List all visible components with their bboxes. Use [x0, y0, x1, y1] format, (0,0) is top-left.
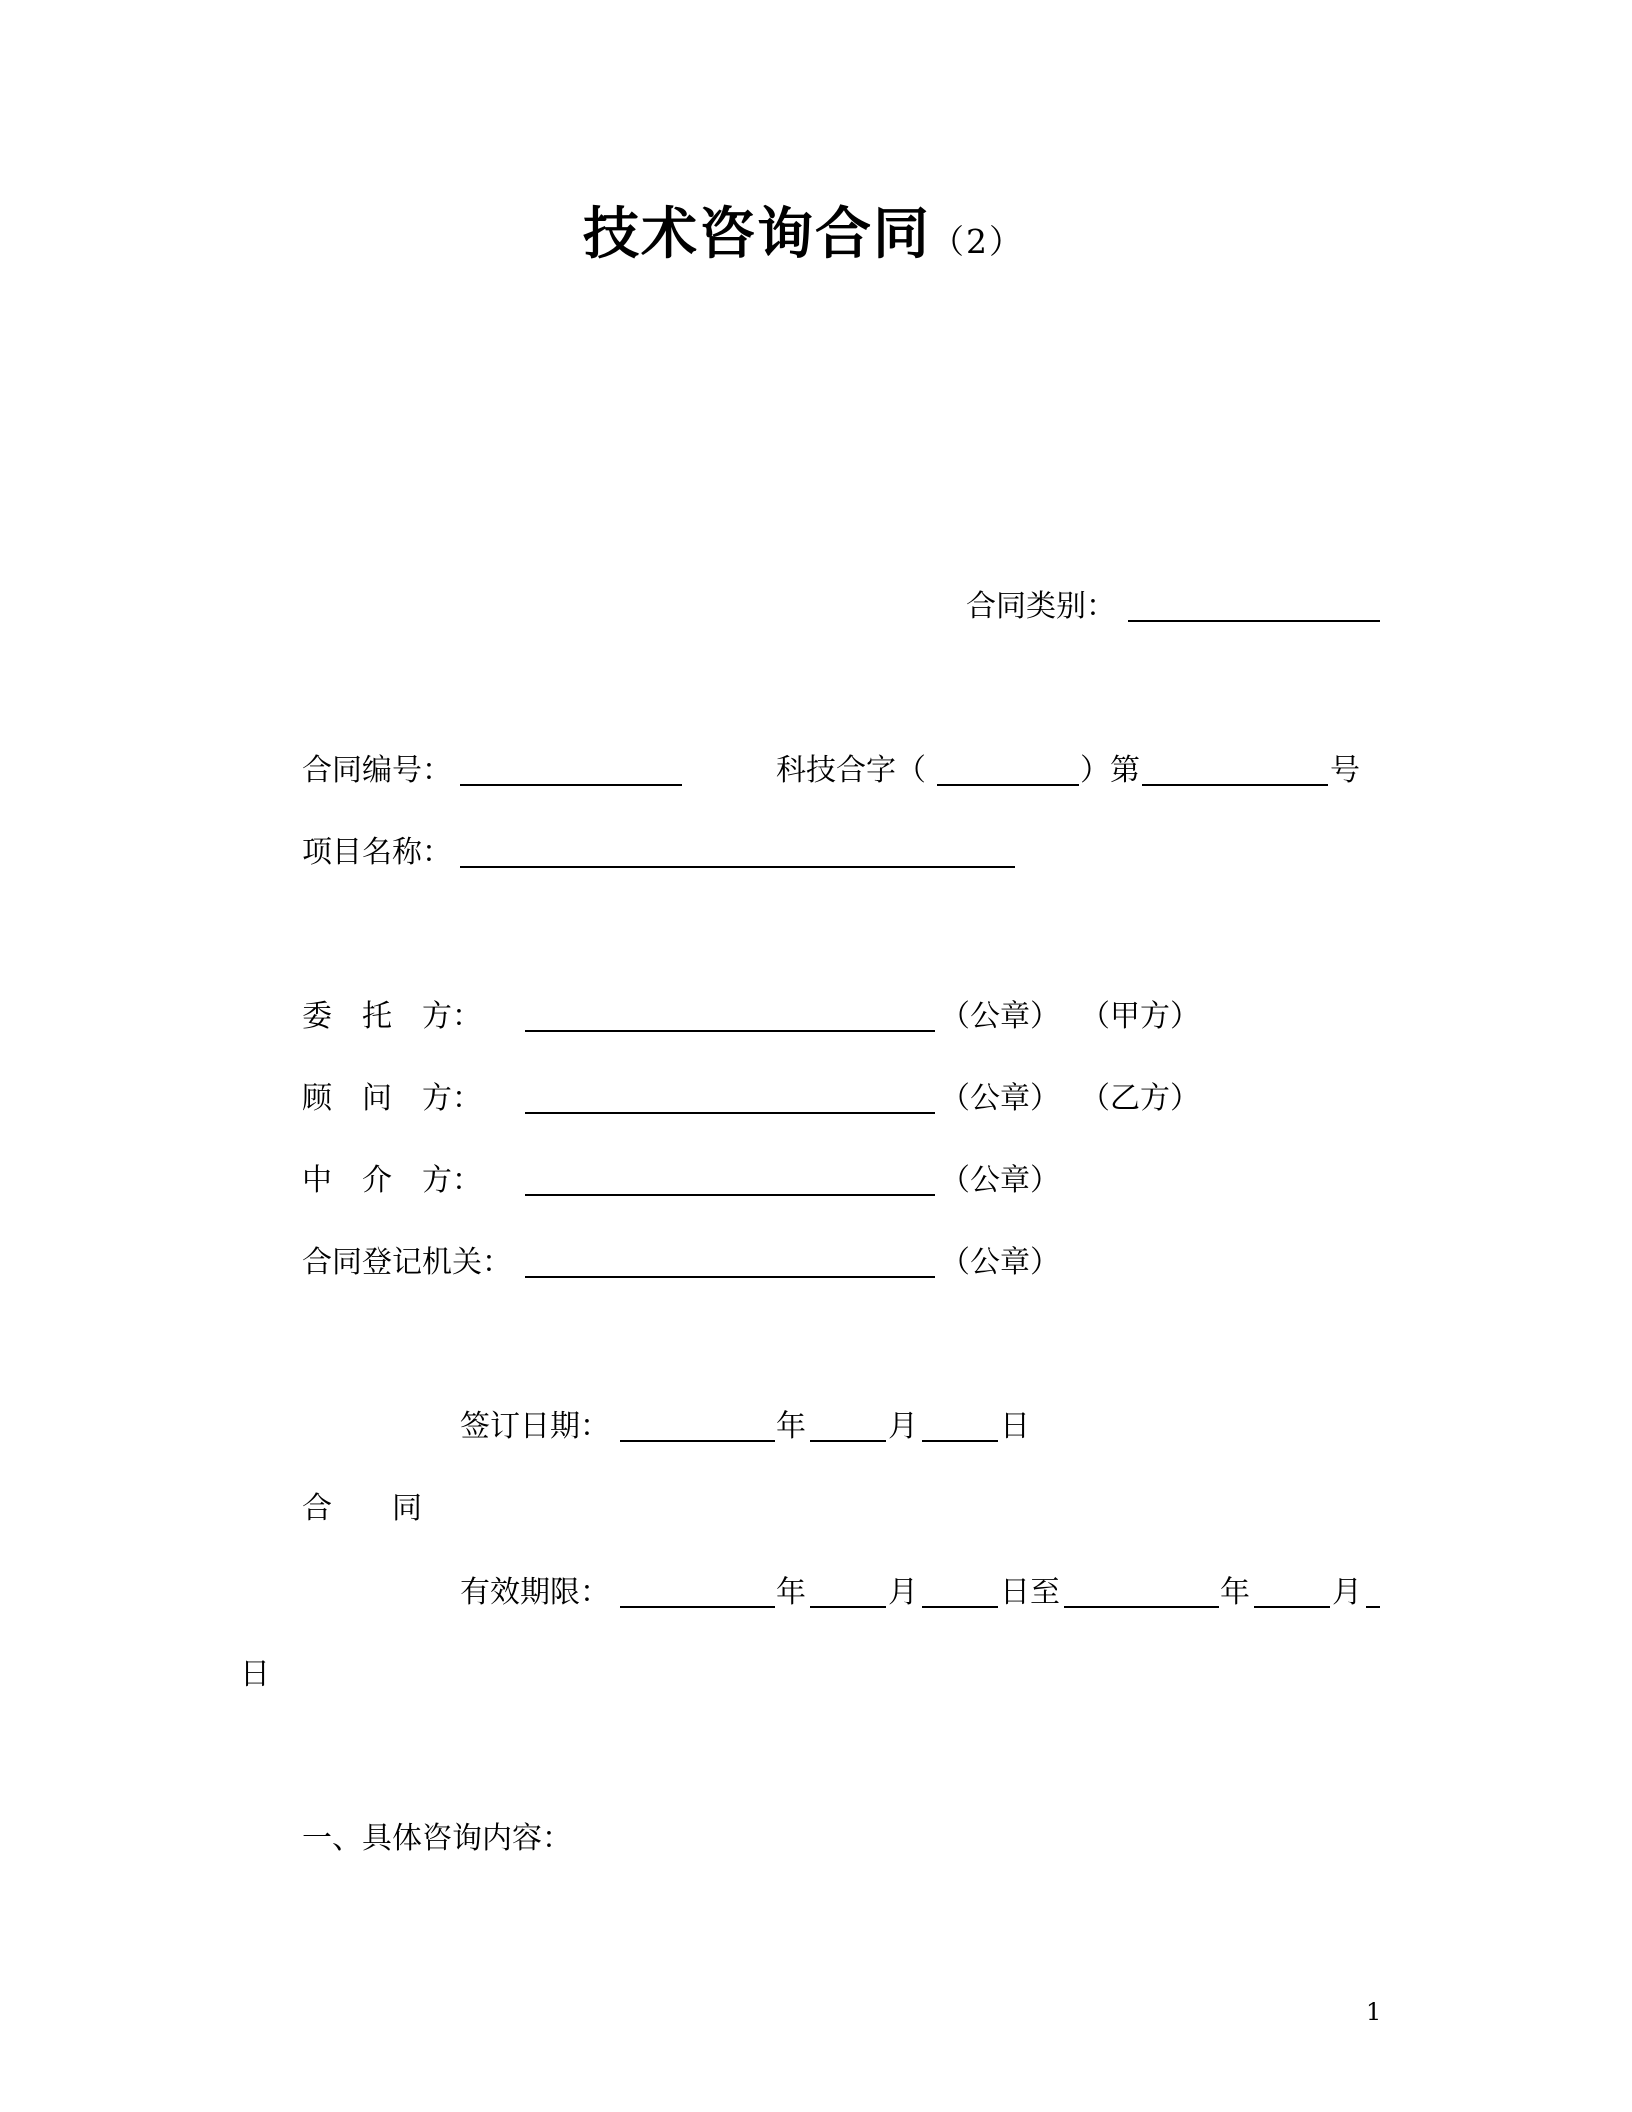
contract-no-field[interactable]	[460, 784, 682, 786]
validity-start-month-unit: 月	[888, 1575, 918, 1610]
validity-start-day-field[interactable]	[922, 1606, 998, 1608]
tech-mid: ）第	[1080, 753, 1140, 788]
validity-label: 有效期限：	[460, 1575, 610, 1610]
signing-month-unit: 月	[888, 1409, 918, 1444]
signing-date-label: 签订日期：	[460, 1409, 610, 1444]
party-client-field[interactable]	[525, 1030, 935, 1032]
signing-year-unit: 年	[776, 1409, 806, 1444]
contract-type-field[interactable]	[1128, 620, 1380, 622]
validity-end-year-unit: 年	[1220, 1575, 1250, 1610]
party-intermediary-label: 中 介 方：	[302, 1163, 482, 1198]
tech-number-field[interactable]	[1142, 784, 1328, 786]
contract-type-label: 合同类别：	[966, 589, 1116, 624]
signing-day-unit: 日	[1000, 1409, 1030, 1444]
title-main: 技术咨询合同	[583, 202, 931, 267]
contract-no-label: 合同编号：	[302, 753, 452, 788]
validity-start-month-field[interactable]	[810, 1606, 886, 1608]
tech-prefix: 科技合字（	[776, 753, 926, 788]
document-title	[583, 190, 1024, 270]
contract-word: 合 同	[302, 1491, 422, 1526]
page-number: 1	[1366, 1998, 1382, 2026]
registration-authority-label: 合同登记机关：	[302, 1245, 512, 1280]
title-suffix: （2）	[931, 222, 1024, 261]
validity-end-day-field[interactable]	[1366, 1606, 1380, 1608]
validity-end-month-field[interactable]	[1254, 1606, 1330, 1608]
party-intermediary-field[interactable]	[525, 1194, 935, 1196]
party-consultant-field[interactable]	[525, 1112, 935, 1114]
party-client-role: （甲方）	[1080, 999, 1200, 1034]
party-intermediary-seal: （公章）	[940, 1163, 1060, 1198]
tech-suffix: 号	[1330, 753, 1360, 788]
section-1-heading: 一、具体咨询内容：	[302, 1821, 572, 1856]
registration-authority-seal: （公章）	[940, 1245, 1060, 1280]
party-client-label: 委 托 方：	[302, 999, 482, 1034]
party-consultant-role: （乙方）	[1080, 1081, 1200, 1116]
party-consultant-seal: （公章）	[940, 1081, 1060, 1116]
validity-start-year-field[interactable]	[620, 1606, 775, 1608]
party-consultant-label: 顾 问 方：	[302, 1081, 482, 1116]
validity-end-month-unit: 月	[1332, 1575, 1362, 1610]
signing-year-field[interactable]	[620, 1440, 775, 1442]
project-name-label: 项目名称：	[302, 835, 452, 870]
party-client-seal: （公章）	[940, 999, 1060, 1034]
validity-start-year-unit: 年	[776, 1575, 806, 1610]
validity-end-day-unit: 日	[240, 1657, 270, 1692]
validity-end-year-field[interactable]	[1064, 1606, 1219, 1608]
project-name-field[interactable]	[460, 866, 1015, 868]
signing-month-field[interactable]	[810, 1440, 886, 1442]
signing-day-field[interactable]	[922, 1440, 998, 1442]
tech-year-field[interactable]	[937, 784, 1079, 786]
validity-day-to: 日至	[1000, 1575, 1060, 1610]
registration-authority-field[interactable]	[525, 1276, 935, 1278]
